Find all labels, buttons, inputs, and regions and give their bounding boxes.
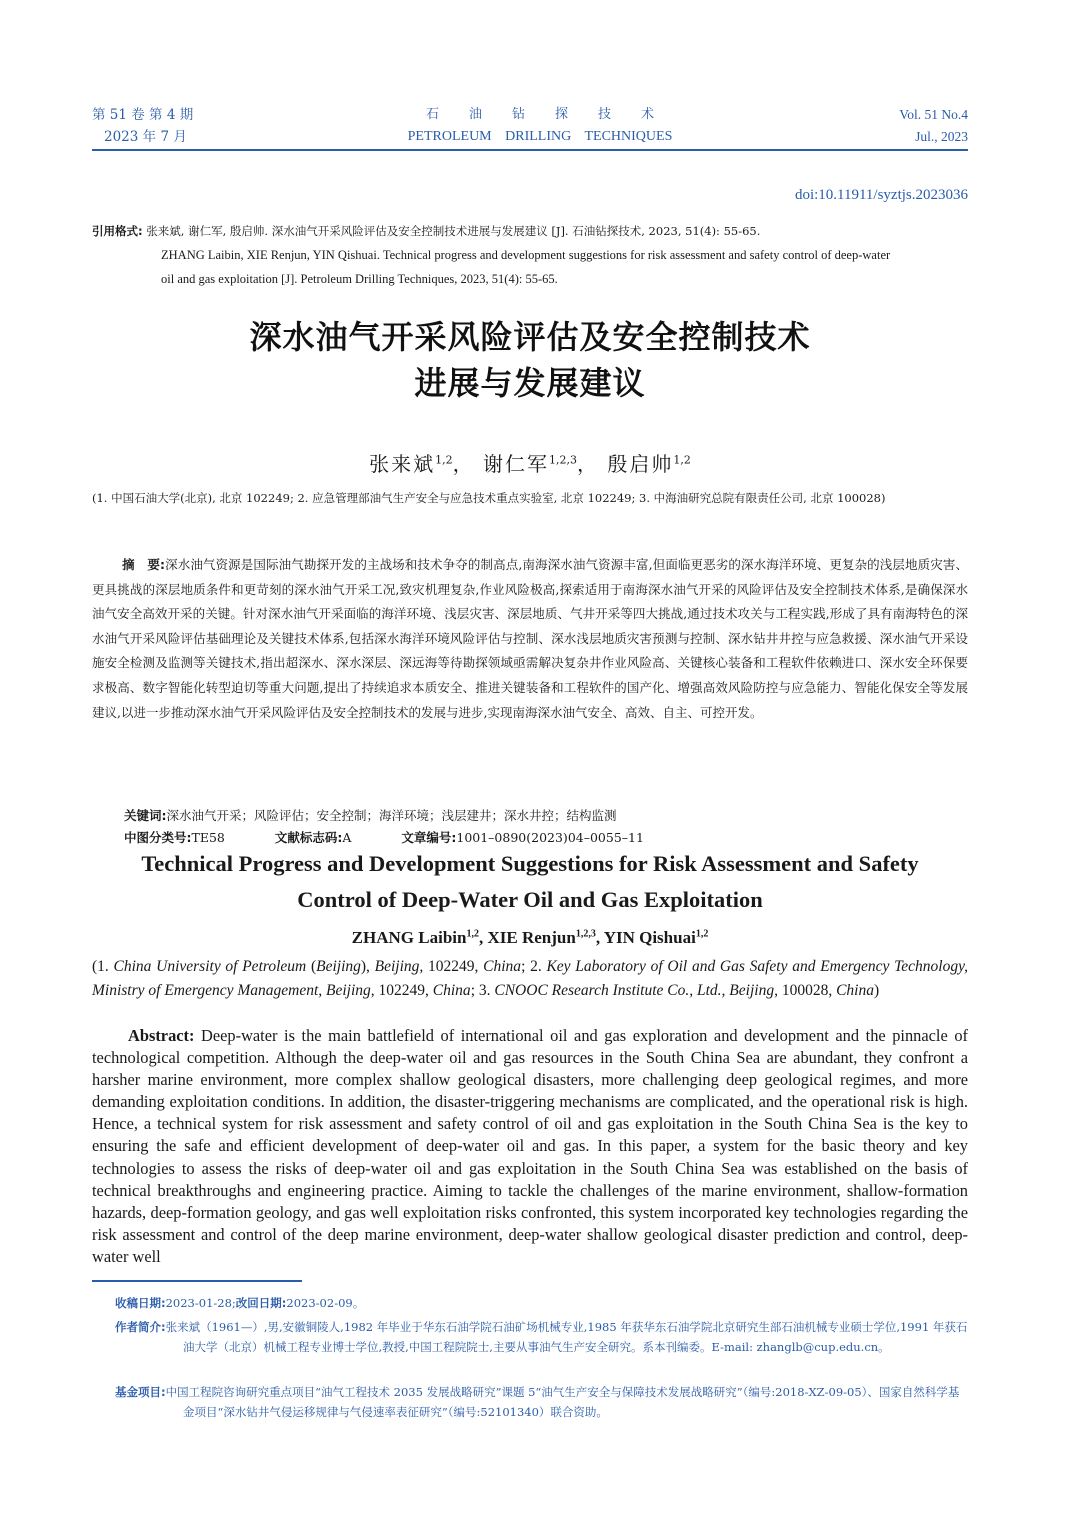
title-en-line2: Control of Deep-Water Oil and Gas Exploitation (297, 887, 763, 912)
fund-label: 基金项目: (115, 1385, 166, 1399)
bio-text: 张来斌（1961—）,男,安徽铜陵人,1982 年毕业于华东石油学院石油矿场机械专业,1985 年获华东石油学院北京研究生部石油机械专业硕士学位,1991 年获石油大学（北京）机械工程专业博士学位,教授,中国工程院院士,主要从事油气生产安全研究。系本刊编委。E-mail: zhanglb@cup.edu.cn。 (165, 1320, 968, 1354)
keywords-block (124, 805, 968, 849)
affil-text: Beijing (316, 958, 361, 975)
affil-text: 102249, (423, 958, 484, 975)
affil-text: China University of Petroleum (113, 958, 307, 975)
page-title-cn (92, 314, 968, 406)
affil-text: ( (306, 958, 317, 975)
affiliation-cn: (1. 中国石油大学(北京), 北京 102249; 2. 应急管理部油气生产安全与应急技术重点实验室, 北京 102249; 3. 中海油研究总院有限责任公司, 北京 100028) (92, 491, 886, 505)
footnote-bio (115, 1317, 968, 1357)
author-cn: 殷启帅 (607, 452, 674, 476)
author-en: ZHANG Laibin (351, 928, 467, 947)
journal-volume-en (899, 104, 968, 148)
author-sep: ， (452, 452, 475, 476)
footnote-rule (92, 1280, 302, 1282)
author-sep: , (595, 928, 604, 947)
keywords-text: 深水油气开采；风险评估；安全控制；海洋环境；浅层建井；深水井控；结构监测 (166, 808, 617, 823)
citation-block (92, 219, 968, 291)
affil-text: ), (360, 958, 375, 975)
citation-label: 引用格式: (92, 224, 143, 238)
author-en-sup: 1,2 (466, 928, 479, 940)
received-date: 2023-01-28; (165, 1296, 236, 1310)
clc-label: 中图分类号: (124, 830, 192, 845)
title-cn-line2: 进展与发展建议 (414, 364, 646, 402)
doi-link[interactable]: doi:10.11911/syztjs.2023036 (794, 187, 968, 203)
abstract-cn (92, 553, 968, 725)
authors-en (92, 928, 968, 948)
affil-text: China (432, 982, 471, 999)
footnote-dates (115, 1293, 968, 1313)
page-title-en (92, 846, 968, 918)
affil-text: CNOOC Research Institute Co., Ltd., Beijing, (494, 982, 778, 999)
author-sep: , (478, 928, 488, 947)
article-no-value: 1001–0890(2023)04–0055–11 (456, 830, 644, 845)
received-label: 收稿日期: (115, 1296, 166, 1310)
date-cn: 2023 年 7 月 (104, 129, 187, 145)
volume-cn: 第 51 卷 第 4 期 (92, 107, 194, 123)
revised-label: 改回日期: (235, 1296, 287, 1310)
journal-name-en: PETROLEUM DRILLING TECHNIQUES (407, 129, 673, 144)
author-cn: 谢仁军 (483, 452, 549, 476)
bio-label: 作者简介: (115, 1320, 166, 1334)
abstract-en-label: Abstract: (128, 1026, 195, 1045)
affil-text: Beijing, (374, 958, 424, 975)
affil-text: Key Laboratory of Oil and Gas Safety and Emergency Technology, Ministry of Emergency Management, Beijing, (92, 958, 968, 999)
author-cn-sup: 1,2 (673, 453, 691, 467)
title-cn-line1: 深水油气开采风险评估及安全控制技术 (249, 318, 811, 356)
authors-cn (92, 448, 968, 477)
affil-text: China (483, 958, 522, 975)
affil-text: China (836, 982, 874, 999)
author-en-sup: 1,2 (695, 928, 709, 940)
abstract-cn-text: 深水油气资源是国际油气勘探开发的主战场和技术争夺的制高点,南海深水油气资源丰富,但面临更恶劣的深水海洋环境、更复杂的浅层地质灾害、更具挑战的深层地质条件和更苛刻的深水油气开采工况,致灾机理复杂,作业风险极高,探索适用于南海深水油气开采的风险评估及安全控制技术体系,是确保深水油气安全高效开采的关键。针对深水油气开采面临的海洋环境、浅层灾害、深层地质、气井开采等四大挑战,通过技术攻关与工程实践,形成了具有南海特色的深水油气开采风险评估基础理论及关键技术体系,包括深水海洋环境风险评估与控制、深水浅层地质灾害预测与控制、深水钻井井控与应急救援、深水油气开采设施安全检测及监测等关键技术,指出超深水、深水深层、深远海等待勘探领域亟需解决复杂井作业风险高、关键核心装备和工程软件依赖进口、深水安全环保要求极高、数字智能化转型迫切等重大问题,提出了持续追求本质安全、推进关键装备和工程软件的国产化、增强高效风险防控与应急能力、智能化保安全等发展建议,以进一步推动深水油气开采风险评估及安全控制技术的发展与进步,实现南海深水油气安全、高效、自主、可控开发。 (92, 557, 968, 720)
citation-cn: 张来斌, 谢仁军, 殷启帅. 深水油气开采风险评估及安全控制技术进展与发展建议 [J]. 石油钻探技术, 2023, 51(4): 55-65. (146, 224, 761, 238)
author-cn-sup: 1,2 (435, 453, 453, 467)
article-no-label: 文章编号: (401, 830, 457, 845)
affiliation-en (92, 955, 968, 1003)
doc-code-value: A (342, 830, 352, 845)
date-en: Jul., 2023 (915, 129, 968, 144)
journal-name-cn: 石油钻探技术 (425, 107, 684, 122)
affil-text: (1. (92, 958, 114, 975)
citation-en-line1: ZHANG Laibin, XIE Renjun, YIN Qishuai. Technical progress and development suggestions for risk assessment and safety control of deep-water (161, 248, 891, 262)
author-en-sup: 1,2,3 (575, 928, 596, 940)
journal-volume-cn (92, 104, 193, 148)
title-en-line1: Technical Progress and Development Suggestions for Risk Assessment and Safety (141, 851, 919, 876)
revised-date: 2023-02-09。 (286, 1296, 365, 1310)
volume-en: Vol. 51 No.4 (899, 107, 968, 122)
footnote-fund (115, 1382, 968, 1422)
abstract-cn-label: 摘 要: (122, 557, 165, 572)
author-cn: 张来斌 (369, 452, 436, 476)
abstract-en-text: Deep-water is the main battlefield of international oil and gas exploration and development and the pinnacle of technological competition. Although the deep-water oil and gas resources in the South China Sea are abundant, they confront a harsher marine environment, more complex shallow geological disasters, more challenging deep geological regimes, and more demanding exploitation conditions. In addition, the disaster-triggering mechanisms are complicated, and the operational risk is high. Hence, a technical system for risk assessment and safety control of oil and gas exploitation in the South China Sea is the key to ensuring the safe and efficient development of deep-water oil and gas. In this paper, a system for the basic theory and key technologies to assess the risks of deep-water oil and gas exploitation in the South China Sea was established on the basis of technical breakthroughs and engineering practice. Aiming to tackle the challenges of the marine environment, shallow-formation hazards, deep-formation geology, and gas well exploitation risks confronted, this system incorporated key technologies regarding the risk assessment and control of the deep marine environment, deep-water shallow geological disaster prediction and control, deep-water well (92, 1026, 968, 1266)
citation-en-line2: oil and gas exploitation [J]. Petroleum Drilling Techniques, 2023, 51(4): 55-65. (161, 272, 558, 286)
author-en: XIE Renjun (487, 928, 576, 947)
keywords-label: 关键词: (124, 808, 167, 823)
author-en: YIN Qishuai (603, 928, 696, 947)
author-cn-sup: 1,2,3 (549, 453, 577, 467)
clc-value: TE58 (191, 830, 225, 845)
affil-text: ; 2. (521, 958, 547, 975)
affil-text: ; 3. (470, 982, 495, 999)
doc-code-label: 文献标志码: (274, 830, 343, 845)
abstract-en (92, 1025, 968, 1268)
affil-text: 100028, (777, 982, 837, 999)
header-rule (92, 149, 968, 151)
journal-name (360, 104, 720, 148)
fund-text: 中国工程院咨询研究重点项目“油气工程技术 2035 发展战略研究”课题 5“油气生产安全与保障技术发展战略研究”（编号:2018-XZ-09-05）、国家自然科学基金项目“深水钻井气侵运移规律与气侵速率表征研究”（编号:52101340）联合资助。 (165, 1385, 960, 1419)
affil-text: ) (874, 982, 880, 999)
author-sep: ， (577, 452, 599, 476)
affil-text: 102249, (374, 982, 433, 999)
